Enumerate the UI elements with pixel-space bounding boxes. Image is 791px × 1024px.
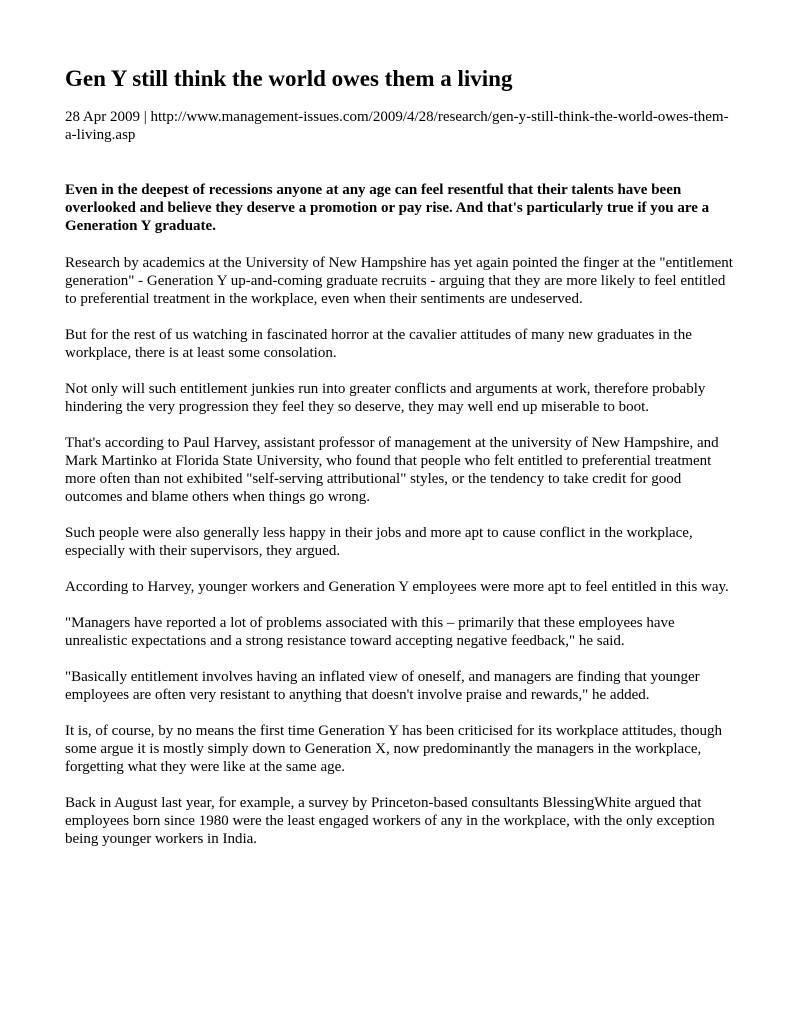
article-lead: Even in the deepest of recessions anyone at any age can feel resentful that their talents have been overlooked and believe they deserve a promotion or pay rise. And that's particularly true if you are a Generation Y graduate. — [65, 182, 710, 234]
article-body — [65, 254, 733, 866]
article-paragraph: That's according to Paul Harvey, assistant professor of management at the university of New Hampshire, and Mark Martinko at Florida State University, who found that people who felt entitled to preferential treatment more often than not exhibited "self-serving attributional" styles, or the tendency to take credit for good outcomes and blame others when things go wrong. — [65, 435, 719, 505]
article-title: Gen Y still think the world owes them a living — [65, 66, 513, 91]
article-paragraph: But for the rest of us watching in fascinated horror at the cavalier attitudes of many new graduates in the workplace, there is at least some consolation. — [65, 327, 692, 361]
article-paragraph: Back in August last year, for example, a survey by Princeton-based consultants BlessingWhite argued that employees born since 1980 were the least engaged workers of any in the workplace, with the only exception being younger workers in India. — [65, 795, 715, 847]
article-paragraph: "Managers have reported a lot of problems associated with this – primarily that these employees have unrealistic expectations and a strong resistance toward accepting negative feedback," he said. — [65, 615, 675, 649]
article-paragraph: It is, of course, by no means the first time Generation Y has been criticised for its workplace attitudes, though some argue it is mostly simply down to Generation X, now predominantly the managers in the workplace, forgetting what they were like at the same age. — [65, 723, 723, 775]
article-paragraph: According to Harvey, younger workers and Generation Y employees were more apt to feel entitled in this way. — [65, 579, 729, 595]
meta-separator: | — [140, 109, 151, 125]
article-url: http://www.management-issues.com/2009/4/28/research/gen-y-still-think-the-world-owes-them-a-living.asp — [65, 109, 729, 143]
article-meta — [65, 108, 733, 144]
article-paragraph: Such people were also generally less happy in their jobs and more apt to cause conflict in the workplace, especially with their supervisors, they argued. — [65, 525, 693, 559]
article-paragraph: Not only will such entitlement junkies run into greater conflicts and arguments at work, therefore probably hindering the very progression they feel they so deserve, they may well end up miserable to boot. — [65, 381, 706, 415]
article-paragraph: Research by academics at the University of New Hampshire has yet again pointed the finger at the "entitlement generation" - Generation Y up-and-coming graduate recruits - arguing that they are more likely to feel entitled to preferential treatment in the workplace, even when their sentiments are undeserved. — [65, 255, 733, 307]
article-date: 28 Apr 2009 — [65, 109, 140, 125]
article-paragraph: "Basically entitlement involves having an inflated view of oneself, and managers are finding that younger employees are often very resistant to anything that doesn't involve praise and rewards," he added. — [65, 669, 700, 703]
